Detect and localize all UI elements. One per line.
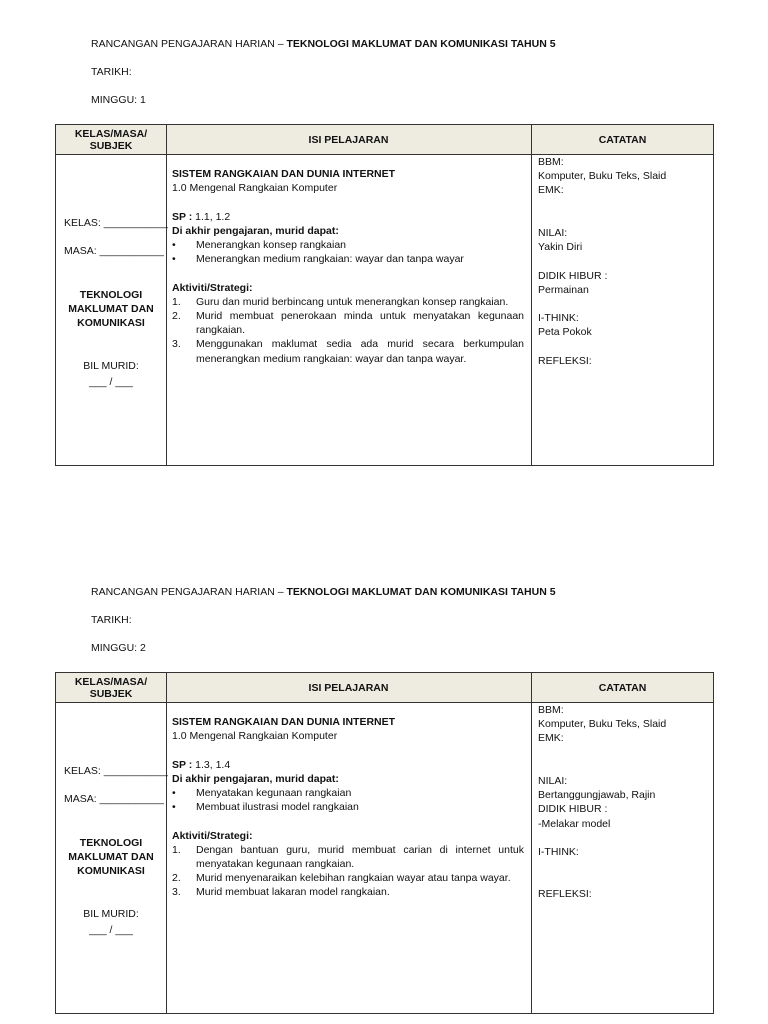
- header-catatan: CATATAN: [598, 681, 647, 694]
- lesson-table: [55, 672, 714, 1014]
- topic-title: SISTEM RANGKAIAN DAN DUNIA INTERNET: [172, 716, 396, 728]
- refleksi-label: REFLEKSI:: [538, 888, 592, 901]
- bbm-label: BBM:: [538, 156, 564, 168]
- activity-item: 1. Dengan bantuan guru, murid membuat carian di internet untuk menyatakan kegunaan rangkaian.: [172, 843, 524, 870]
- nilai-value: Yakin Diri: [538, 241, 583, 254]
- date-label: TARIKH:: [91, 614, 132, 626]
- objective-item: • Menyatakan kegunaan rangkaian: [172, 786, 352, 799]
- document-title: RANCANGAN PENGAJARAN HARIAN – TEKNOLOGI MAKLUMAT DAN KOMUNIKASI TAHUN 5: [91, 38, 556, 50]
- nilai-value: Bertanggungjawab, Rajin: [538, 789, 656, 802]
- class-info-cell: [56, 155, 166, 465]
- subject-name: TEKNOLOGI MAKLUMAT DAN KOMUNIKASI: [68, 837, 154, 877]
- week-label: MINGGU: 1: [91, 94, 146, 106]
- subtopic: 1.0 Mengenal Rangkaian Komputer: [172, 730, 338, 743]
- activity-title: Aktiviti/Strategi:: [172, 829, 253, 842]
- notes-cell: [538, 703, 713, 1013]
- masa-field: MASA: ___________: [64, 793, 164, 805]
- document-title: RANCANGAN PENGAJARAN HARIAN – TEKNOLOGI MAKLUMAT DAN KOMUNIKASI TAHUN 5: [91, 586, 556, 598]
- emk-label: EMK:: [538, 184, 564, 197]
- header-isi-pelajaran: ISI PELAJARAN: [308, 681, 389, 694]
- nilai-label: NILAI:: [538, 774, 568, 787]
- activity-item: 1. Guru dan murid berbincang untuk menerangkan konsep rangkaian.: [172, 295, 509, 308]
- header-catatan: CATATAN: [598, 133, 647, 146]
- bbm-value: Komputer, Buku Teks, Slaid: [538, 170, 667, 183]
- emk-label: EMK:: [538, 732, 564, 745]
- class-info-cell: [56, 703, 166, 1013]
- objective-item: • Menerangkan medium rangkaian: wayar dan tanpa wayar: [172, 253, 464, 266]
- header-isi-pelajaran: ISI PELAJARAN: [308, 133, 389, 146]
- header-kelas-masa-subjek: KELAS/MASA/ SUBJEK: [74, 675, 148, 700]
- subtopic: 1.0 Mengenal Rangkaian Komputer: [172, 182, 338, 195]
- objective-intro: Di akhir pengajaran, murid dapat:: [172, 772, 339, 785]
- activity-item: 2. Murid membuat penerokaan minda untuk menyatakan kegunaan rangkaian.: [172, 309, 524, 337]
- didik-hibur-value: Permainan: [538, 283, 589, 296]
- student-count: BIL MURID: ___ / ___: [83, 360, 139, 388]
- student-count: BIL MURID: ___ / ___: [83, 908, 139, 936]
- lesson-table: [55, 124, 714, 466]
- kelas-field: KELAS: ___________: [64, 765, 168, 777]
- date-label: TARIKH:: [91, 66, 132, 78]
- didik-hibur-label: DIDIK HIBUR :: [538, 803, 608, 816]
- lesson-content-cell: [172, 703, 524, 1013]
- ithink-value: Peta Pokok: [538, 326, 592, 339]
- objective-item: • Menerangkan konsep rangkaian: [172, 238, 347, 251]
- objective-item: • Membuat ilustrasi model rangkaian: [172, 801, 359, 814]
- activity-item: 3. Menggunakan maklumat sedia ada murid secara berkumpulan menerangkan medium rangkaian: wayar dan tanpa wayar.: [172, 338, 524, 365]
- subject-name: TEKNOLOGI MAKLUMAT DAN KOMUNIKASI: [68, 289, 154, 329]
- nilai-label: NILAI:: [538, 226, 568, 239]
- lesson-content-cell: [172, 155, 524, 465]
- activity-item: 2. Murid menyenaraikan kelebihan rangkaian wayar atau tanpa wayar.: [172, 872, 511, 885]
- refleksi-label: REFLEKSI:: [538, 354, 592, 367]
- ithink-label: I-THINK:: [538, 845, 579, 858]
- topic-title: SISTEM RANGKAIAN DAN DUNIA INTERNET: [172, 168, 396, 180]
- header-kelas-masa-subjek: KELAS/MASA/ SUBJEK: [74, 127, 148, 152]
- ithink-label: I-THINK:: [538, 312, 579, 325]
- sp-line: SP : 1.3, 1.4: [172, 758, 231, 771]
- activity-title: Aktiviti/Strategi:: [172, 281, 253, 294]
- sp-line: SP : 1.1, 1.2: [172, 210, 231, 223]
- activity-item: 3. Murid membuat lakaran model rangkaian.: [172, 886, 390, 899]
- week-label: MINGGU: 2: [91, 642, 146, 654]
- didik-hibur-label: DIDIK HIBUR :: [538, 269, 608, 282]
- objective-intro: Di akhir pengajaran, murid dapat:: [172, 224, 339, 237]
- didik-hibur-value: -Melakar model: [538, 817, 611, 830]
- bbm-label: BBM:: [538, 704, 564, 716]
- masa-field: MASA: ___________: [64, 245, 164, 257]
- bbm-value: Komputer, Buku Teks, Slaid: [538, 718, 667, 731]
- kelas-field: KELAS: ___________: [64, 217, 168, 229]
- notes-cell: [538, 155, 713, 465]
